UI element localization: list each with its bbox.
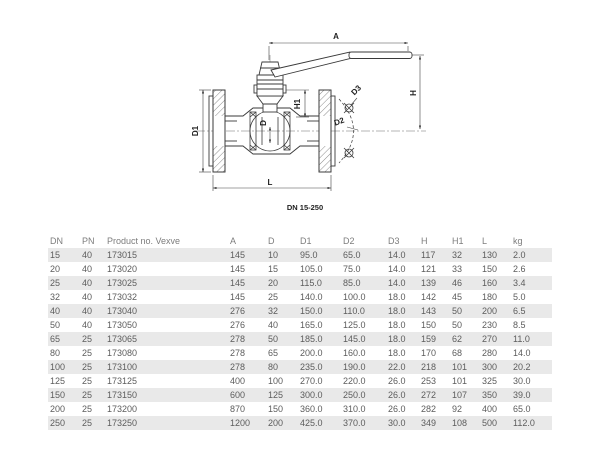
table-cell: 125: [50, 376, 66, 386]
table-cell: 40: [80, 304, 105, 318]
table-cell: 25: [268, 292, 279, 302]
table-cell: 40: [82, 264, 93, 274]
table-cell: 140.0: [300, 292, 323, 302]
spec-table-body: [48, 248, 552, 430]
table-cell: 18.0: [388, 348, 406, 358]
table-cell: 349: [419, 416, 450, 430]
table-cell: 1200: [228, 416, 266, 430]
table-cell: 18.0: [388, 320, 406, 330]
table-cell: 65.0: [513, 404, 531, 414]
table-row: [48, 374, 552, 388]
table-cell: 500: [480, 416, 511, 430]
table-cell: 6.5: [511, 304, 552, 318]
table-cell: 68: [452, 348, 463, 358]
table-cell: 11.0: [511, 332, 552, 346]
table-cell: 65: [48, 332, 80, 346]
column-header-kg: kg: [513, 236, 523, 246]
table-cell: 40: [82, 292, 93, 302]
table-cell: 145: [230, 292, 246, 302]
table-cell: 95.0: [298, 248, 341, 262]
table-cell: 130: [480, 248, 511, 262]
handle: [271, 52, 412, 77]
table-row: [48, 360, 552, 374]
table-cell: 173200: [107, 404, 138, 414]
column-header-d2: D2: [343, 236, 355, 246]
table-cell: 276: [228, 304, 266, 318]
table-cell: 2.6: [513, 264, 526, 274]
table-cell: 50: [50, 320, 61, 330]
table-cell: 325: [482, 376, 498, 386]
table-cell: 200: [480, 304, 511, 318]
table-cell: 92: [452, 404, 463, 414]
table-cell: 20: [266, 276, 298, 290]
table-cell: 170: [421, 348, 437, 358]
table-row: [48, 388, 552, 402]
dim-label-d: D: [259, 120, 268, 126]
dim-label-d1: D1: [191, 125, 200, 137]
table-cell: 272: [419, 388, 450, 402]
table-cell: 230: [482, 320, 498, 330]
table-cell: 270.0: [300, 376, 323, 386]
bolt-hole-symbols: [344, 103, 354, 158]
table-cell: 250.0: [341, 388, 386, 402]
table-cell: 235.0: [298, 360, 341, 374]
table-cell: 282: [421, 404, 437, 414]
table-cell: 25: [80, 416, 105, 430]
table-cell: 276: [230, 320, 246, 330]
table-cell: 40: [48, 304, 80, 318]
table-cell: 145: [230, 264, 246, 274]
table-cell: 173040: [105, 304, 228, 318]
table-cell: 18.0: [388, 292, 406, 302]
table-cell: 18.0: [386, 304, 419, 318]
table-cell: 150.0: [298, 304, 341, 318]
table-cell: 62: [450, 332, 480, 346]
table-row: [48, 318, 552, 332]
table-cell: 22.0: [386, 360, 419, 374]
table-cell: 117: [419, 248, 450, 262]
table-cell: 360.0: [300, 404, 323, 414]
table-cell: 30.0: [386, 416, 419, 430]
table-cell: 300: [480, 360, 511, 374]
table-cell: 20: [50, 264, 61, 274]
dim-label-d3: D3: [349, 83, 364, 98]
spec-table: [48, 234, 552, 430]
table-cell: 310.0: [343, 404, 366, 414]
table-cell: 870: [230, 404, 246, 414]
table-cell: 10: [266, 248, 298, 262]
table-cell: 65: [268, 348, 279, 358]
table-cell: 100: [48, 360, 80, 374]
table-cell: 173050: [107, 320, 138, 330]
table-cell: 5.0: [513, 292, 526, 302]
column-header-pn: PN: [82, 236, 95, 246]
table-row: [48, 262, 552, 276]
column-header-product-no: Product no. Vexve: [107, 236, 181, 246]
table-cell: 25: [80, 388, 105, 402]
column-header-d1: D1: [300, 236, 312, 246]
table-cell: 142: [421, 292, 437, 302]
table-cell: 400: [482, 404, 498, 414]
drawing-caption: DN 15-250: [286, 203, 324, 212]
dim-label-d2: D2: [332, 115, 346, 128]
table-cell: 15: [268, 264, 279, 274]
table-cell: 100: [268, 376, 284, 386]
table-cell: 600: [228, 388, 266, 402]
table-cell: 159: [419, 332, 450, 346]
table-cell: 180: [482, 292, 498, 302]
table-cell: 100.0: [343, 292, 366, 302]
table-row: [48, 276, 552, 290]
table-cell: 173250: [105, 416, 228, 430]
table-cell: 32: [50, 292, 61, 302]
table-cell: 33: [452, 264, 463, 274]
table-row: [48, 402, 552, 416]
table-cell: 278: [230, 348, 246, 358]
dim-label-h: H: [409, 90, 418, 96]
table-cell: 250: [48, 416, 80, 430]
table-cell: 30.0: [513, 376, 531, 386]
table-cell: 50: [450, 304, 480, 318]
table-row: [48, 346, 552, 360]
table-cell: 200.0: [300, 348, 323, 358]
table-cell: 14.0: [386, 248, 419, 262]
table-cell: 173032: [107, 292, 138, 302]
table-cell: 40: [80, 248, 105, 262]
table-cell: 26.0: [386, 388, 419, 402]
table-cell: 200: [50, 404, 66, 414]
table-cell: 160.0: [343, 348, 366, 358]
table-cell: 25: [80, 332, 105, 346]
table-cell: 150: [482, 264, 498, 274]
table-cell: 80: [50, 348, 61, 358]
table-cell: 14.0: [513, 348, 531, 358]
table-cell: 145: [228, 276, 266, 290]
table-cell: 105.0: [300, 264, 323, 274]
table-cell: 173025: [105, 276, 228, 290]
table-cell: 32: [266, 304, 298, 318]
dim-label-h1: H1: [293, 98, 302, 110]
table-cell: 173020: [107, 264, 138, 274]
table-cell: 173065: [105, 332, 228, 346]
table-cell: 143: [419, 304, 450, 318]
table-cell: 145.0: [341, 332, 386, 346]
table-cell: 3.4: [511, 276, 552, 290]
dim-label-l: L: [267, 178, 273, 187]
column-header-h1: H1: [452, 236, 464, 246]
table-cell: 46: [450, 276, 480, 290]
dim-label-a: A: [333, 32, 339, 41]
table-cell: 185.0: [298, 332, 341, 346]
table-cell: 39.0: [511, 388, 552, 402]
table-row: [48, 416, 552, 430]
column-header-d: D: [268, 236, 275, 246]
table-cell: 26.0: [388, 404, 406, 414]
table-cell: 220.0: [343, 376, 366, 386]
table-cell: 32: [450, 248, 480, 262]
table-cell: 14.0: [386, 276, 419, 290]
table-cell: 25: [80, 360, 105, 374]
column-header-h: H: [421, 236, 428, 246]
table-cell: 107: [450, 388, 480, 402]
table-cell: 253: [421, 376, 437, 386]
table-cell: 270: [480, 332, 511, 346]
table-cell: 25: [82, 348, 93, 358]
table-cell: 173015: [105, 248, 228, 262]
table-cell: 200: [266, 416, 298, 430]
table-cell: 145: [228, 248, 266, 262]
table-cell: 121: [421, 264, 437, 274]
table-row: [48, 248, 552, 262]
table-cell: 218: [419, 360, 450, 374]
column-header-dn: DN: [50, 236, 63, 246]
table-cell: 108: [450, 416, 480, 430]
table-header-row: [48, 234, 552, 248]
table-cell: 160: [480, 276, 511, 290]
table-cell: 350: [480, 388, 511, 402]
table-cell: 40: [82, 320, 93, 330]
table-cell: 101: [452, 376, 468, 386]
table-cell: 173080: [107, 348, 138, 358]
table-cell: 50: [266, 332, 298, 346]
table-cell: 300.0: [298, 388, 341, 402]
table-cell: 25: [48, 276, 80, 290]
table-cell: 20.2: [511, 360, 552, 374]
table-cell: 278: [228, 332, 266, 346]
table-cell: 50: [452, 320, 463, 330]
table-cell: 115.0: [298, 276, 341, 290]
table-cell: 25: [82, 376, 93, 386]
table-cell: 125: [266, 388, 298, 402]
table-cell: 15: [48, 248, 80, 262]
table-cell: 173150: [105, 388, 228, 402]
table-cell: 26.0: [388, 376, 406, 386]
table-cell: 173100: [105, 360, 228, 374]
table-cell: 139: [419, 276, 450, 290]
table-cell: 125.0: [343, 320, 366, 330]
table-cell: 150: [268, 404, 284, 414]
table-cell: 101: [450, 360, 480, 374]
table-cell: 14.0: [388, 264, 406, 274]
table-cell: 25: [82, 404, 93, 414]
table-cell: 112.0: [511, 416, 552, 430]
table-cell: 280: [482, 348, 498, 358]
table-cell: 110.0: [341, 304, 386, 318]
table-cell: 18.0: [386, 332, 419, 346]
table-cell: 425.0: [298, 416, 341, 430]
table-row: [48, 304, 552, 318]
table-cell: 65.0: [341, 248, 386, 262]
table-cell: 85.0: [341, 276, 386, 290]
column-header-l: L: [482, 236, 488, 246]
table-cell: 8.5: [513, 320, 526, 330]
column-header-a: A: [230, 236, 237, 246]
column-header-d3: D3: [388, 236, 400, 246]
table-row: [48, 290, 552, 304]
table-cell: 278: [228, 360, 266, 374]
table-cell: 400: [230, 376, 246, 386]
table-cell: 190.0: [341, 360, 386, 374]
table-cell: 80: [266, 360, 298, 374]
table-cell: 45: [452, 292, 463, 302]
table-cell: 165.0: [300, 320, 323, 330]
table-cell: 75.0: [343, 264, 361, 274]
table-cell: 40: [80, 276, 105, 290]
table-cell: 173125: [107, 376, 138, 386]
table-cell: 2.0: [511, 248, 552, 262]
table-cell: 370.0: [341, 416, 386, 430]
table-cell: 150: [48, 388, 80, 402]
table-cell: 40: [268, 320, 279, 330]
table-row: [48, 332, 552, 346]
table-cell: 150: [421, 320, 437, 330]
